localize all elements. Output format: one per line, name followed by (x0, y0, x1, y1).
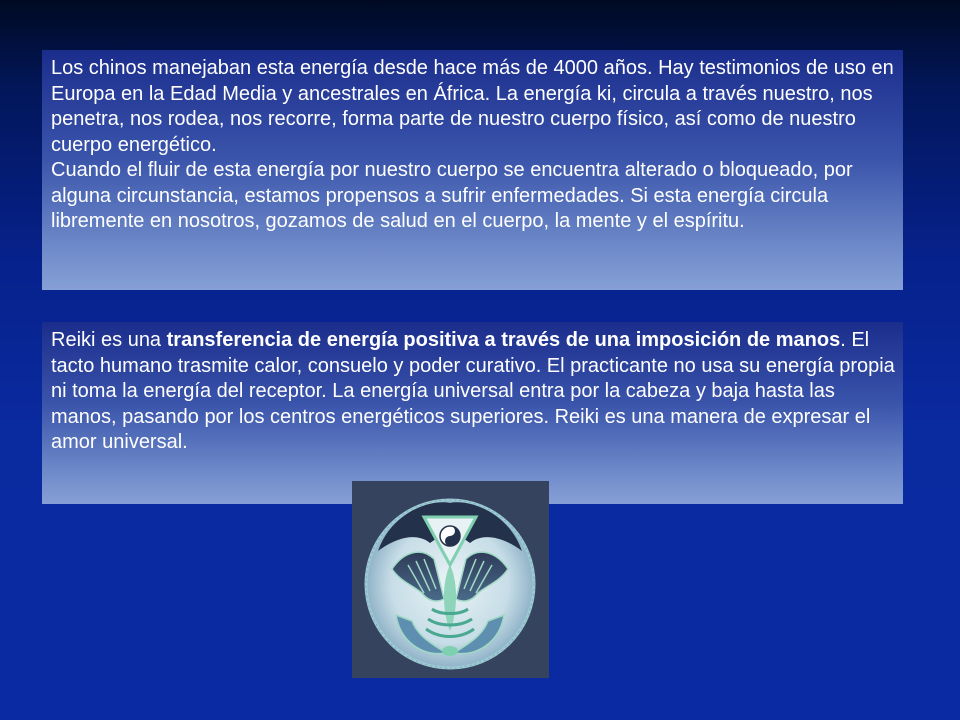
paragraph-ki-energy (51, 56, 895, 235)
sentence-blocked-energy: Cuando el fluir de esta energía por nuestro cuerpo se encuentra alterado o bloqueado, por alguna circunstancia, estamos propensos a sufrir enfermedades. (51, 159, 853, 207)
text-block-ki-energy (42, 50, 903, 290)
reiki-intro-text: Reiki es una (51, 329, 162, 351)
reiki-rest-text: . El tacto humano trasmite calor, consuelo y poder curativo. El practicante no usa su energía propia ni toma la energía del receptor. La energía universal entra por la cabeza y baja hasta las manos, pasando por los centros energéticos superiores. Reiki es una manera de expresar el amor universal. (51, 329, 895, 453)
reiki-mandala-icon (352, 481, 549, 678)
sentence-europe-africa: Hay testimonios de uso en Europa en la Edad Media y ancestrales en África. (51, 57, 894, 105)
sentence-chinese-history: Los chinos manejaban esta energía desde hace más de 4000 años. (51, 57, 653, 79)
text-block-reiki-definition (42, 322, 903, 504)
sentence-free-energy: Si esta energía circula libremente en nosotros, gozamos de salud en el cuerpo, la mente y el espíritu. (51, 184, 829, 232)
paragraph-reiki-definition (51, 328, 895, 456)
reiki-highlight-text: transferencia de energía positiva a través de una imposición de manos (166, 329, 841, 351)
reiki-mandala-image (352, 481, 549, 678)
sentence-ki-energy: La energía ki, circula a través nuestro, nos penetra, nos rodea, nos recorre, forma parte de nuestro cuerpo físico, así como de nuestro cuerpo energético. (51, 82, 873, 156)
